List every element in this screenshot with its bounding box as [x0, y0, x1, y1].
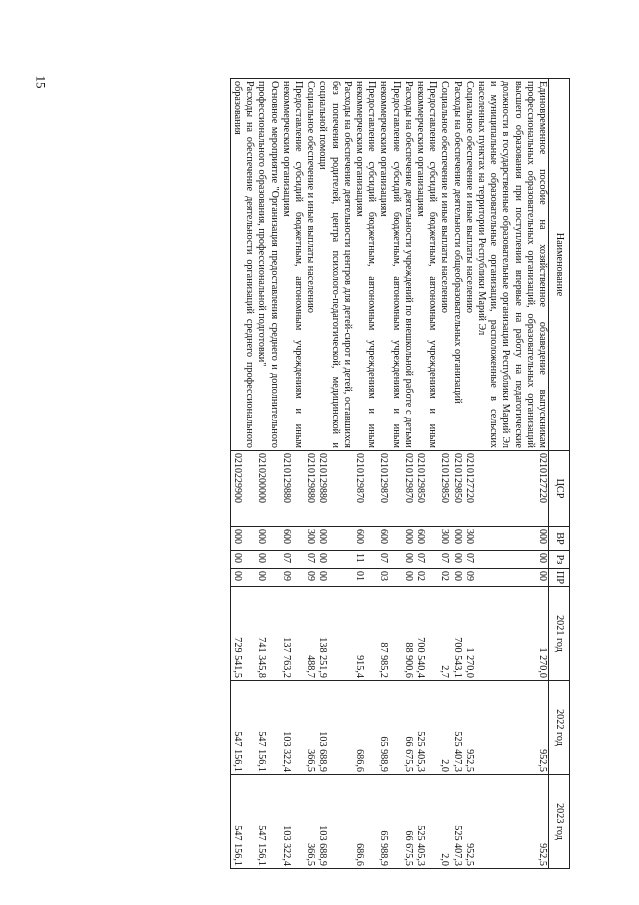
row-value-2021: 88 900,6 [402, 587, 414, 681]
row-value-2022: 65 988,9 [377, 681, 401, 775]
row-value-2022: 952,5 [463, 681, 475, 775]
row-value-2023: 547 156,1 [255, 775, 279, 869]
table-row [450, 79, 462, 869]
budget-table [230, 78, 570, 869]
row-value-2023: 952,5 [463, 775, 475, 869]
row-value-2022: 66 675,5 [402, 681, 414, 775]
row-rz: 00 [450, 551, 462, 569]
table-row [304, 79, 316, 869]
row-value-2022: 547 156,1 [230, 681, 255, 775]
table-body [230, 79, 548, 869]
row-csr: 0210129870 [353, 451, 377, 527]
row-value-2022: 103 688,9 [316, 681, 353, 775]
row-pr: 09 [280, 569, 304, 587]
row-value-2021: 1 270,0 [463, 587, 475, 681]
table-header-row [549, 79, 570, 869]
row-name: Предоставление субсидий бюджетным, автономным учреждениям и иным некоммерческим организациям [377, 79, 401, 451]
row-value-2023: 66 675,5 [402, 775, 414, 869]
row-pr: 00 [255, 569, 279, 587]
table-row [438, 79, 450, 869]
row-value-2021: 700 540,4 [414, 587, 438, 681]
row-rz: 07 [377, 551, 401, 569]
table-row [414, 79, 438, 869]
row-name: Расходы на обеспечение деятельности общеобразовательных организаций [450, 79, 462, 451]
table-row [280, 79, 304, 869]
row-name: Предоставление субсидий бюджетным, автономным учреждениям и иным некоммерческим организациям [353, 79, 377, 451]
table-row [316, 79, 353, 869]
row-vr: 600 [353, 527, 377, 551]
row-value-2021: 741 345,8 [255, 587, 279, 681]
row-rz: 00 [402, 551, 414, 569]
row-value-2022: 2,0 [438, 681, 450, 775]
row-rz: 07 [414, 551, 438, 569]
row-vr: 000 [255, 527, 279, 551]
row-value-2022: 103 322,4 [280, 681, 304, 775]
row-value-2023: 525 407,3 [450, 775, 462, 869]
row-rz: 07 [280, 551, 304, 569]
row-csr: 0210129850 [450, 451, 462, 527]
row-value-2022: 952,5 [475, 681, 549, 775]
row-csr: 0210129880 [280, 451, 304, 527]
row-value-2022: 547 156,1 [255, 681, 279, 775]
row-csr: 0210127220 [475, 451, 549, 527]
row-csr: 0210127220 [463, 451, 475, 527]
row-value-2022: 525 407,3 [450, 681, 462, 775]
row-vr: 000 [450, 527, 462, 551]
row-pr: 00 [475, 569, 549, 587]
row-vr: 300 [438, 527, 450, 551]
row-value-2022: 525 405,3 [414, 681, 438, 775]
row-name: Предоставление субсидий бюджетным, автономным учреждениям и иным некоммерческим организациям [280, 79, 304, 451]
row-name: Расходы на обеспечение деятельности центров для детей-сирот и детей, оставшихся без попечения родителей, центра психолого-педагогической, медицинской и социальной помощи [316, 79, 353, 451]
table-row [475, 79, 549, 869]
row-rz: 07 [463, 551, 475, 569]
rotated-page-content [10, 75, 570, 868]
row-value-2021: 915,4 [353, 587, 377, 681]
row-pr: 00 [450, 569, 462, 587]
row-name: Единовременное пособие на хозяйственное обзаведение выпускникам профессиональных образовательных организаций, образовательных организаций высшего образования при поступлении впервые на работу на педагогические должности в государственные образовательные организации Республики Марий Эл и муниципальные образовательные организации, расположенные в сельских населенных пунктах на территории Республики Марий Эл [475, 79, 549, 451]
row-csr: 0210129850 [414, 451, 438, 527]
row-csr: 0210129850 [438, 451, 450, 527]
row-pr: 02 [414, 569, 438, 587]
table-row [353, 79, 377, 869]
row-name: Расходы на обеспечение деятельности организаций среднего профессионального образования [230, 79, 255, 451]
row-csr: 0210200000 [255, 451, 279, 527]
row-name: Социальное обеспечение и иные выплаты населению [463, 79, 475, 451]
row-name: Основное мероприятие "Организация предоставления среднего и дополнительного профессионального образования, профессиональной подготовки" [255, 79, 279, 451]
header-pr: ПР [549, 569, 570, 587]
row-pr: 00 [230, 569, 255, 587]
row-rz: 07 [438, 551, 450, 569]
header-2022: 2022 год [549, 681, 570, 775]
table-row [377, 79, 401, 869]
row-value-2023: 65 988,9 [377, 775, 401, 869]
row-rz: 11 [353, 551, 377, 569]
header-2023: 2023 год [549, 775, 570, 869]
row-csr: 0210129870 [377, 451, 401, 527]
row-value-2021: 729 541,5 [230, 587, 255, 681]
table-row [402, 79, 414, 869]
row-value-2021: 137 763,2 [280, 587, 304, 681]
header-name: Наименование [549, 79, 570, 451]
row-value-2023: 547 156,1 [230, 775, 255, 869]
row-pr: 09 [304, 569, 316, 587]
page-number: 15 [33, 75, 49, 89]
table-row [230, 79, 255, 869]
row-value-2023: 103 322,4 [280, 775, 304, 869]
row-value-2023: 525 405,3 [414, 775, 438, 869]
header-csr: ЦСР [549, 451, 570, 527]
row-pr: 09 [463, 569, 475, 587]
row-value-2023: 2,0 [438, 775, 450, 869]
header-vr: ВР [549, 527, 570, 551]
row-value-2023: 952,5 [475, 775, 549, 869]
row-vr: 600 [414, 527, 438, 551]
row-csr: 0210129870 [402, 451, 414, 527]
row-pr: 01 [353, 569, 377, 587]
row-pr: 03 [377, 569, 401, 587]
row-name: Социальное обеспечение и иные выплаты населению [304, 79, 316, 451]
row-pr: 00 [316, 569, 353, 587]
row-value-2021: 700 543,1 [450, 587, 462, 681]
table-row [255, 79, 279, 869]
row-rz: 00 [316, 551, 353, 569]
row-value-2023: 103 688,9 [316, 775, 353, 869]
row-value-2022: 686,6 [353, 681, 377, 775]
row-vr: 600 [377, 527, 401, 551]
row-vr: 000 [230, 527, 255, 551]
row-value-2021: 87 985,2 [377, 587, 401, 681]
row-name: Социальное обеспечение и иные выплаты населению [438, 79, 450, 451]
row-pr: 02 [438, 569, 450, 587]
header-rz: Рз [549, 551, 570, 569]
row-vr: 300 [463, 527, 475, 551]
row-value-2023: 686,6 [353, 775, 377, 869]
row-name: Предоставление субсидий бюджетным, автономным учреждениям и иным некоммерческим организациям [414, 79, 438, 451]
row-rz: 07 [304, 551, 316, 569]
row-name: Расходы на обеспечение деятельности учреждений по внешкольной работе с детьми [402, 79, 414, 451]
row-vr: 000 [402, 527, 414, 551]
row-vr: 300 [304, 527, 316, 551]
row-vr: 000 [316, 527, 353, 551]
row-value-2021: 488,7 [304, 587, 316, 681]
row-value-2022: 366,5 [304, 681, 316, 775]
row-vr: 000 [475, 527, 549, 551]
row-csr: 0210129880 [316, 451, 353, 527]
row-csr: 0210229900 [230, 451, 255, 527]
row-value-2021: 1 270,0 [475, 587, 549, 681]
row-value-2021: 2,7 [438, 587, 450, 681]
row-csr: 0210129880 [304, 451, 316, 527]
row-value-2021: 138 251,9 [316, 587, 353, 681]
row-pr: 00 [402, 569, 414, 587]
row-rz: 00 [255, 551, 279, 569]
row-rz: 00 [230, 551, 255, 569]
header-2021: 2021 год [549, 587, 570, 681]
table-row [463, 79, 475, 869]
row-vr: 600 [280, 527, 304, 551]
row-rz: 00 [475, 551, 549, 569]
row-value-2023: 366,5 [304, 775, 316, 869]
